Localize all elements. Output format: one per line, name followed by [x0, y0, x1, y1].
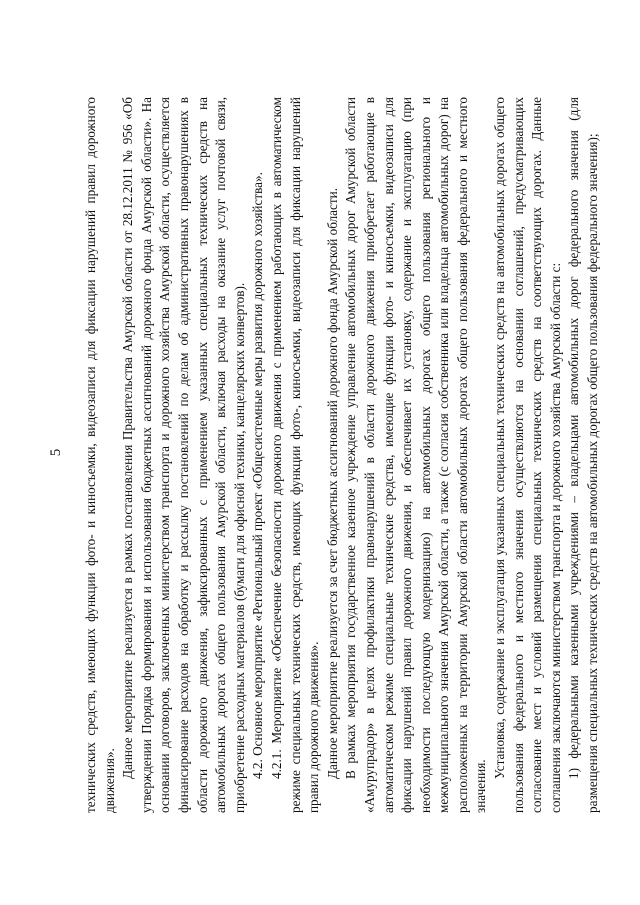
paragraph: технических средств, имеющих функции фото- и киносъемки, видеозаписи для фиксации нарушений правил дорожного движения». [83, 97, 117, 813]
page-number: 5 [48, 448, 64, 457]
paragraph: 1) федеральными казенными учреждениями – владельцами автомобильных дорог федерального значения (для размещения специальных технических средств на автомобильных дорогах общего пользования федерального значения); [566, 97, 601, 813]
paragraph: В рамках мероприятия государственное казенное учреждение управление автомобильных дорог Амурской области «Амурупрадор» в целях профилактики правонарушений в области дорожного движения приобретает работающие в автоматическом режиме специальные технические средства, имеющие функции фото- и киносъемки, видеозаписи для фиксации нарушений правил дорожного движения, и обеспечивает их установку, содержание и эксплуатацию (при необходимости последующую модернизацию) на автомобильных дорогах общего пользования регионального и межмуниципального значения Амурской области, а также (с согласия собственника или владельца автомобильных дорог) на расположенных на территории Амурской области автомобильных дорогах общего пользования федерального и местного значения. [343, 97, 489, 813]
paragraph: 4.2. Основное мероприятие «Региональный проект «Общесистемные меры развития дорожного хозяйства». [250, 172, 266, 779]
document-body [82, 97, 603, 813]
paragraph: 4.2.1. Мероприятие «Обеспечение безопасности дорожного движения с применением работающих в автоматическом режиме специальных технических средств, имеющих функции фото-, киносъемки, видеозаписи для фиксации нарушений правил дорожного движения». [268, 97, 322, 813]
paragraph: Данное мероприятие реализуется за счет бюджетных ассигнований дорожного фонда Амурской области. [324, 188, 340, 779]
paragraph: Установка, содержание и эксплуатация указанных специальных технических средств на автомобильных дорогах общего пользования федерального и местного значения осуществляются на основании соглашений, предусматривающих согласование мест и условий размещения специальных технических средств на соответствующих дорогах. Данные соглашения заключаются министерством транспорта и дорожного хозяйства Амурской области с: [492, 97, 563, 813]
paragraph: Данное мероприятие реализуется в рамках постановления Правительства Амурской области от 28.12.2011 № 956 «Об утверждении Порядка формирования и использования бюджетных ассигнований дорожного фонда Амурской области». На основании договоров, заключенных министерством транспорта и дорожного хозяйства Амурской области, осуществляется финансирование расходов на обработку и рассылку постановлений по делам об административных правонарушениях в области дорожного движения, зафиксированных с применением указанных специальных технических средств на автомобильных дорогах общего пользования Амурской области, включая расходы на оказание услуг почтовой связи, приобретение расходных материалов (бумаги для офисной техники, канцелярских конвертов). [120, 97, 247, 813]
